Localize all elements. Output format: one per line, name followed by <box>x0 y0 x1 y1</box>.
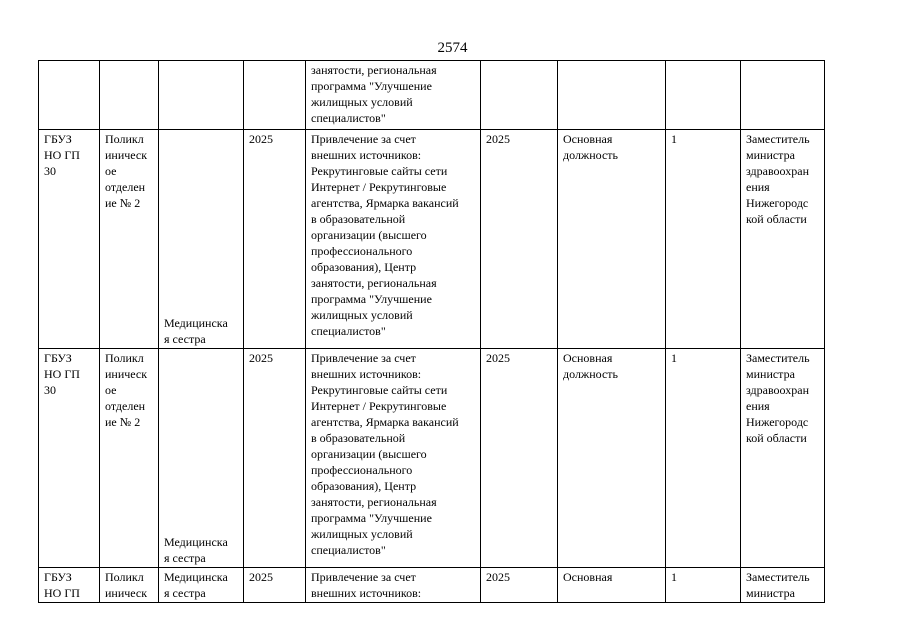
org-line: НО ГП <box>44 586 80 600</box>
cell-method <box>306 349 481 568</box>
method-line: жилищных условий <box>311 308 413 322</box>
type-line: должность <box>563 148 618 162</box>
responsible-line: ения <box>746 180 770 194</box>
responsible-line: кой области <box>746 431 807 445</box>
subdivision-line: отделен <box>105 180 146 194</box>
cell-organization <box>39 568 100 603</box>
org-line: НО ГП <box>44 367 80 381</box>
cell-subdivision <box>100 61 159 130</box>
position-line: Медицинска <box>164 316 228 330</box>
position-line: я сестра <box>164 586 206 600</box>
method-line: агентства, Ярмарка вакансий <box>311 415 459 429</box>
cell-employment-type <box>558 61 666 130</box>
cell-organization <box>39 130 100 349</box>
cell-position <box>159 130 244 349</box>
subdivision-line: Поликл <box>105 570 144 584</box>
cell-responsible <box>741 61 825 130</box>
org-line: ГБУЗ <box>44 132 72 146</box>
method-line: профессионального <box>311 244 413 258</box>
method-line: занятости, региональная <box>311 495 437 509</box>
method-line: Интернет / Рекрутинговые <box>311 180 447 194</box>
method-line: образования), Центр <box>311 260 417 274</box>
responsible-line: здравоохран <box>746 164 809 178</box>
table-row <box>39 130 825 349</box>
cell-employment-type <box>558 130 666 349</box>
method-line: Привлечение за счет <box>311 570 416 584</box>
subdivision-line: иническ <box>105 586 148 600</box>
type-line: должность <box>563 367 618 381</box>
responsible-line: Нижегородс <box>746 196 809 210</box>
responsible-line: министра <box>746 148 795 162</box>
subdivision-line: ие № 2 <box>105 196 141 210</box>
cell-organization <box>39 61 100 130</box>
table-row <box>39 349 825 568</box>
cell-employment-type <box>558 568 666 603</box>
cell-count: 1 <box>666 130 741 349</box>
method-line: в образовательной <box>311 431 406 445</box>
cell-deadline: 2025 <box>481 130 558 349</box>
method-line: внешних источников: <box>311 148 422 162</box>
method-line: внешних источников: <box>311 367 422 381</box>
method-line: программа "Улучшение <box>311 511 432 525</box>
method-line: организации (высшего <box>311 228 427 242</box>
responsible-line: министра <box>746 367 795 381</box>
subdivision-line: отделен <box>105 399 146 413</box>
cell-method <box>306 61 481 130</box>
responsible-line: кой области <box>746 212 807 226</box>
table-row <box>39 568 825 603</box>
subdivision-line: Поликл <box>105 132 144 146</box>
cell-responsible <box>741 568 825 603</box>
responsible-line: Заместитель <box>746 132 810 146</box>
subdivision-line: иническ <box>105 148 148 162</box>
method-line: жилищных условий <box>311 527 413 541</box>
cell-organization <box>39 349 100 568</box>
position-line: я сестра <box>164 551 206 565</box>
responsible-line: ения <box>746 399 770 413</box>
method-line: занятости, региональная <box>311 276 437 290</box>
method-line: программа "Улучшение <box>311 79 432 93</box>
org-line: 30 <box>44 383 56 397</box>
cell-year: 2025 <box>244 568 306 603</box>
method-line: внешних источников: <box>311 586 422 600</box>
method-line: жилищных условий <box>311 95 413 109</box>
plan-table <box>38 60 825 603</box>
page-number: 2574 <box>437 40 468 56</box>
cell-year: 2025 <box>244 349 306 568</box>
cell-year: 2025 <box>244 130 306 349</box>
method-line: агентства, Ярмарка вакансий <box>311 196 459 210</box>
type-line: Основная <box>563 351 613 365</box>
cell-method <box>306 130 481 349</box>
subdivision-line: ие № 2 <box>105 415 141 429</box>
method-line: специалистов" <box>311 324 386 338</box>
type-line: Основная <box>563 570 613 584</box>
responsible-line: здравоохран <box>746 383 809 397</box>
org-line: ГБУЗ <box>44 570 72 584</box>
subdivision-line: Поликл <box>105 351 144 365</box>
org-line: НО ГП <box>44 148 80 162</box>
responsible-line: Нижегородс <box>746 415 809 429</box>
cell-count: 1 <box>666 349 741 568</box>
cell-count <box>666 61 741 130</box>
cell-position <box>159 349 244 568</box>
subdivision-line: иническ <box>105 367 148 381</box>
position-line: я сестра <box>164 332 206 346</box>
org-line: 30 <box>44 164 56 178</box>
cell-count: 1 <box>666 568 741 603</box>
method-line: специалистов" <box>311 543 386 557</box>
cell-subdivision <box>100 568 159 603</box>
cell-year <box>244 61 306 130</box>
position-line: Медицинска <box>164 535 228 549</box>
method-line: программа "Улучшение <box>311 292 432 306</box>
method-line: Рекрутинговые сайты сети <box>311 164 448 178</box>
table-row <box>39 61 825 130</box>
responsible-line: Заместитель <box>746 351 810 365</box>
cell-responsible <box>741 349 825 568</box>
cell-subdivision <box>100 130 159 349</box>
method-line: занятости, региональная <box>311 63 437 77</box>
org-line: ГБУЗ <box>44 351 72 365</box>
method-line: профессионального <box>311 463 413 477</box>
position-line: Медицинска <box>164 570 228 584</box>
method-line: специалистов" <box>311 111 386 125</box>
method-line: Рекрутинговые сайты сети <box>311 383 448 397</box>
subdivision-line: ое <box>105 164 117 178</box>
method-line: организации (высшего <box>311 447 427 461</box>
method-line: Привлечение за счет <box>311 132 416 146</box>
type-line: Основная <box>563 132 613 146</box>
cell-deadline: 2025 <box>481 349 558 568</box>
method-line: образования), Центр <box>311 479 417 493</box>
method-line: Привлечение за счет <box>311 351 416 365</box>
responsible-line: Заместитель <box>746 570 810 584</box>
cell-method <box>306 568 481 603</box>
cell-subdivision <box>100 349 159 568</box>
subdivision-line: ое <box>105 383 117 397</box>
responsible-line: министра <box>746 586 795 600</box>
cell-deadline <box>481 61 558 130</box>
cell-responsible <box>741 130 825 349</box>
method-line: Интернет / Рекрутинговые <box>311 399 447 413</box>
method-line: в образовательной <box>311 212 406 226</box>
cell-position <box>159 61 244 130</box>
cell-employment-type <box>558 349 666 568</box>
cell-position <box>159 568 244 603</box>
cell-deadline: 2025 <box>481 568 558 603</box>
